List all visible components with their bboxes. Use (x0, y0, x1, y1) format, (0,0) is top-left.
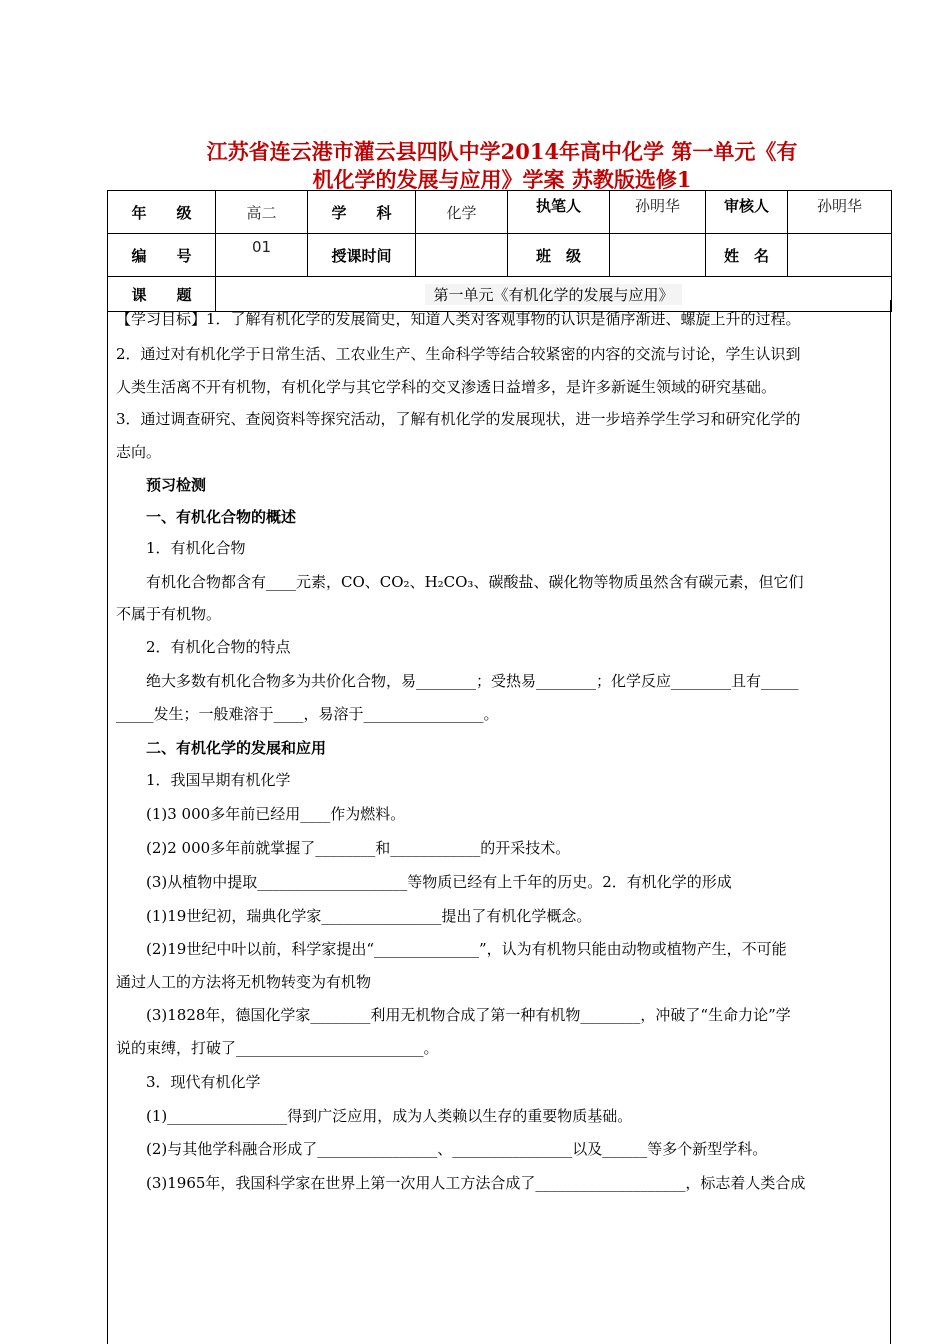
text-line: (3)1965年，我国科学家在世界上第一次用人工方法合成了____________________，标志着人类合成 (146, 1174, 806, 1192)
time-label: 授课时间 (308, 234, 416, 277)
document-title (110, 138, 894, 194)
text-line: (3)1828年，德国化学家________利用无机物合成了第一种有机物________，冲破了“生命力论”学 (146, 1006, 791, 1024)
text-line: (1)3 000多年前已经用____作为燃料。 (146, 805, 406, 823)
reviewer-label: 审核人 (706, 191, 788, 234)
objective-line-1: 【学习目标】1．了解有机化学的发展简史，知道人类对客观事物的认识是循序渐进、螺旋上升的过程。 (116, 310, 801, 328)
text-line: 不属于有机物。 (116, 605, 222, 623)
text-line: (2)19世纪中叶以前，科学家提出“______________”，认为有机物只能由动物或植物产生，不可能 (146, 940, 787, 958)
subject-value: 化学 (416, 191, 508, 234)
objective-line-2: 2．通过对有机化学于日常生活、工农业生产、生命科学等结合较紧密的内容的交流与讨论，学生认识到 (116, 345, 801, 363)
grade-label: 年 级 (108, 191, 216, 234)
objective-line-3: 人类生活离不开有机物，有机化学与其它学科的交叉渗透日益增多，是许多新诞生领域的研究基础。 (116, 378, 777, 396)
text-line: 绝大多数有机化合物多为共价化合物，易________；受热易________；化学反应________且有_____ (146, 672, 799, 690)
text-line: (2)2 000多年前就掌握了________和____________的开采技术。 (146, 839, 571, 857)
objective-line-4: 3．通过调查研究、查阅资料等探究活动，了解有机化学的发展现状，进一步培养学生学习和研究化学的 (116, 410, 801, 428)
name-label: 姓 名 (706, 234, 788, 277)
subheading-1-1: 1．有机化合物 (146, 539, 246, 557)
text-line: 有机化合物都含有____元素，CO、CO₂、H₂CO₃、碳酸盐、碳化物等物质虽然含有碳元素，但它们 (146, 573, 804, 591)
time-value (416, 234, 508, 277)
text-line: (3)从植物中提取____________________等物质已经有上千年的历史。2．有机化学的形成 (146, 873, 732, 891)
text-line: (2)与其他学科融合形成了________________、________________以及______等多个新型学科。 (146, 1140, 768, 1158)
number-value: 01 (216, 234, 308, 277)
writer-label: 执笔人 (508, 191, 610, 234)
section-heading-1: 一、有机化合物的概述 (146, 508, 297, 526)
text-line: 说的束缚，打破了_________________________。 (116, 1039, 439, 1057)
section-heading-preview: 预习检测 (146, 476, 207, 494)
writer-value: 孙明华 (610, 191, 706, 234)
topic-label: 课 题 (108, 277, 216, 312)
text-line: _____发生；一般难溶于____，易溶于________________。 (116, 705, 499, 723)
text-line: (1)________________得到广泛应用，成为人类赖以生存的重要物质基础。 (146, 1107, 633, 1125)
text-line: (1)19世纪初，瑞典化学家________________提出了有机化学概念。 (146, 907, 592, 925)
reviewer-value: 孙明华 (788, 191, 892, 234)
class-label: 班 级 (508, 234, 610, 277)
class-value (610, 234, 706, 277)
title-line-1: 江苏省连云港市灌云县四队中学2014年高中化学 第一单元《有 (206, 139, 798, 164)
name-value (788, 234, 892, 277)
text-line: 通过人工的方法将无机物转变为有机物 (116, 973, 372, 991)
number-label: 编 号 (108, 234, 216, 277)
topic-text: 第一单元《有机化学的发展与应用》 (425, 284, 681, 305)
grade-value: 高二 (216, 191, 308, 234)
objective-line-5: 志向。 (116, 443, 162, 461)
subheading-2-1: 1．我国早期有机化学 (146, 771, 291, 789)
subheading-1-2: 2．有机化合物的特点 (146, 638, 291, 656)
subheading-2-3: 3．现代有机化学 (146, 1073, 261, 1091)
section-heading-2: 二、有机化学的发展和应用 (146, 739, 327, 757)
title-line-2: 机化学的发展与应用》学案 苏教版选修1 (312, 167, 692, 192)
info-table (107, 190, 892, 312)
subject-label: 学 科 (308, 191, 416, 234)
